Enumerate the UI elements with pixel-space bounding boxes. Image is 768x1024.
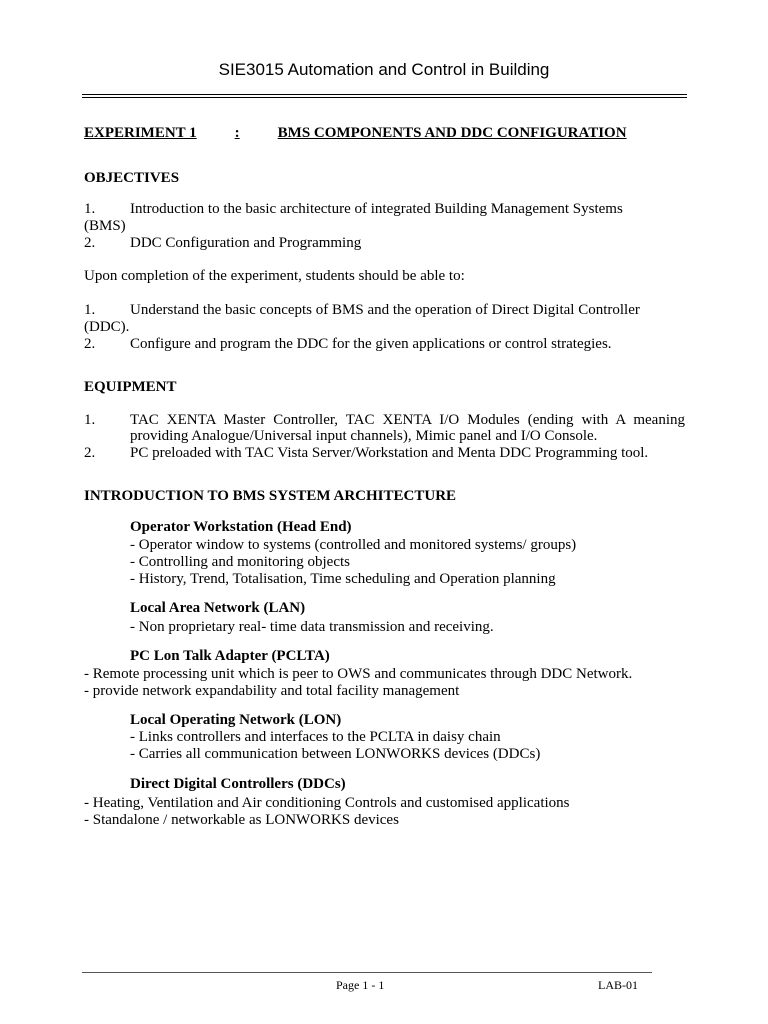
equipment-text: PC preloaded with TAC Vista Server/Workstation and Menta DDC Programming tool. (130, 445, 649, 461)
lon-line: - Carries all communication between LONWORKS devices (DDCs) (130, 746, 541, 762)
experiment-title: BMS COMPONENTS AND DDC CONFIGURATION (277, 125, 627, 141)
pclta-line: - provide network expandability and total facility management (84, 683, 460, 699)
ddc-line: - Heating, Ventilation and Air conditioning Controls and customised applications (84, 795, 570, 811)
objective-number: 1. (84, 201, 96, 217)
equipment-text: TAC XENTA Master Controller, TAC XENTA I/O Modules (ending with A meaning (130, 412, 685, 428)
lan-line: - Non proprietary real- time data transmission and receiving. (130, 619, 494, 635)
footer-page-number: Page 1 - 1 (336, 978, 385, 992)
lan-title: Local Area Network (LAN) (130, 600, 306, 616)
equipment-number: 1. (84, 412, 96, 428)
ows-line: - Operator window to systems (controlled and monitored systems/ groups) (130, 537, 577, 553)
ddc-title: Direct Digital Controllers (DDCs) (130, 776, 346, 792)
architecture-heading: INTRODUCTION TO BMS SYSTEM ARCHITECTURE (84, 488, 457, 504)
ows-line: - Controlling and monitoring objects (130, 554, 350, 570)
outcome-text: Understand the basic concepts of BMS and the operation of Direct Digital Controller (130, 302, 640, 318)
outcomes-intro: Upon completion of the experiment, students should be able to: (84, 268, 465, 284)
ddc-line: - Standalone / networkable as LONWORKS devices (84, 812, 399, 828)
outcome-number: 2. (84, 336, 96, 352)
header-rule-top (82, 94, 687, 95)
objective-number: 2. (84, 235, 96, 251)
objective-text: Introduction to the basic architecture of integrated Building Management Systems (130, 201, 623, 217)
footer-lab-code: LAB-01 (598, 978, 638, 992)
ows-line: - History, Trend, Totalisation, Time scheduling and Operation planning (130, 571, 556, 587)
footer-rule (82, 972, 652, 973)
experiment-label: EXPERIMENT 1 (84, 125, 197, 141)
ows-title: Operator Workstation (Head End) (130, 519, 352, 535)
outcome-text-continued: (DDC). (84, 319, 130, 335)
document-header-title: SIE3015 Automation and Control in Building (218, 60, 550, 79)
outcome-text: Configure and program the DDC for the given applications or control strategies. (130, 336, 612, 352)
objectives-heading: OBJECTIVES (84, 170, 180, 186)
equipment-heading: EQUIPMENT (84, 379, 177, 395)
pclta-title: PC Lon Talk Adapter (PCLTA) (130, 648, 330, 664)
experiment-separator: : (234, 125, 240, 141)
objective-text: DDC Configuration and Programming (130, 235, 362, 251)
lon-line: - Links controllers and interfaces to the PCLTA in daisy chain (130, 729, 501, 745)
outcome-number: 1. (84, 302, 96, 318)
equipment-number: 2. (84, 445, 96, 461)
experiment-heading (84, 125, 627, 142)
objective-text-continued: (BMS) (84, 218, 126, 234)
pclta-line: - Remote processing unit which is peer to OWS and communicates through DDC Network. (84, 666, 633, 682)
lon-title: Local Operating Network (LON) (130, 712, 342, 728)
header-rule-bottom (82, 97, 687, 98)
equipment-text-continued: providing Analogue/Universal input channels), Mimic panel and I/O Console. (130, 428, 598, 444)
